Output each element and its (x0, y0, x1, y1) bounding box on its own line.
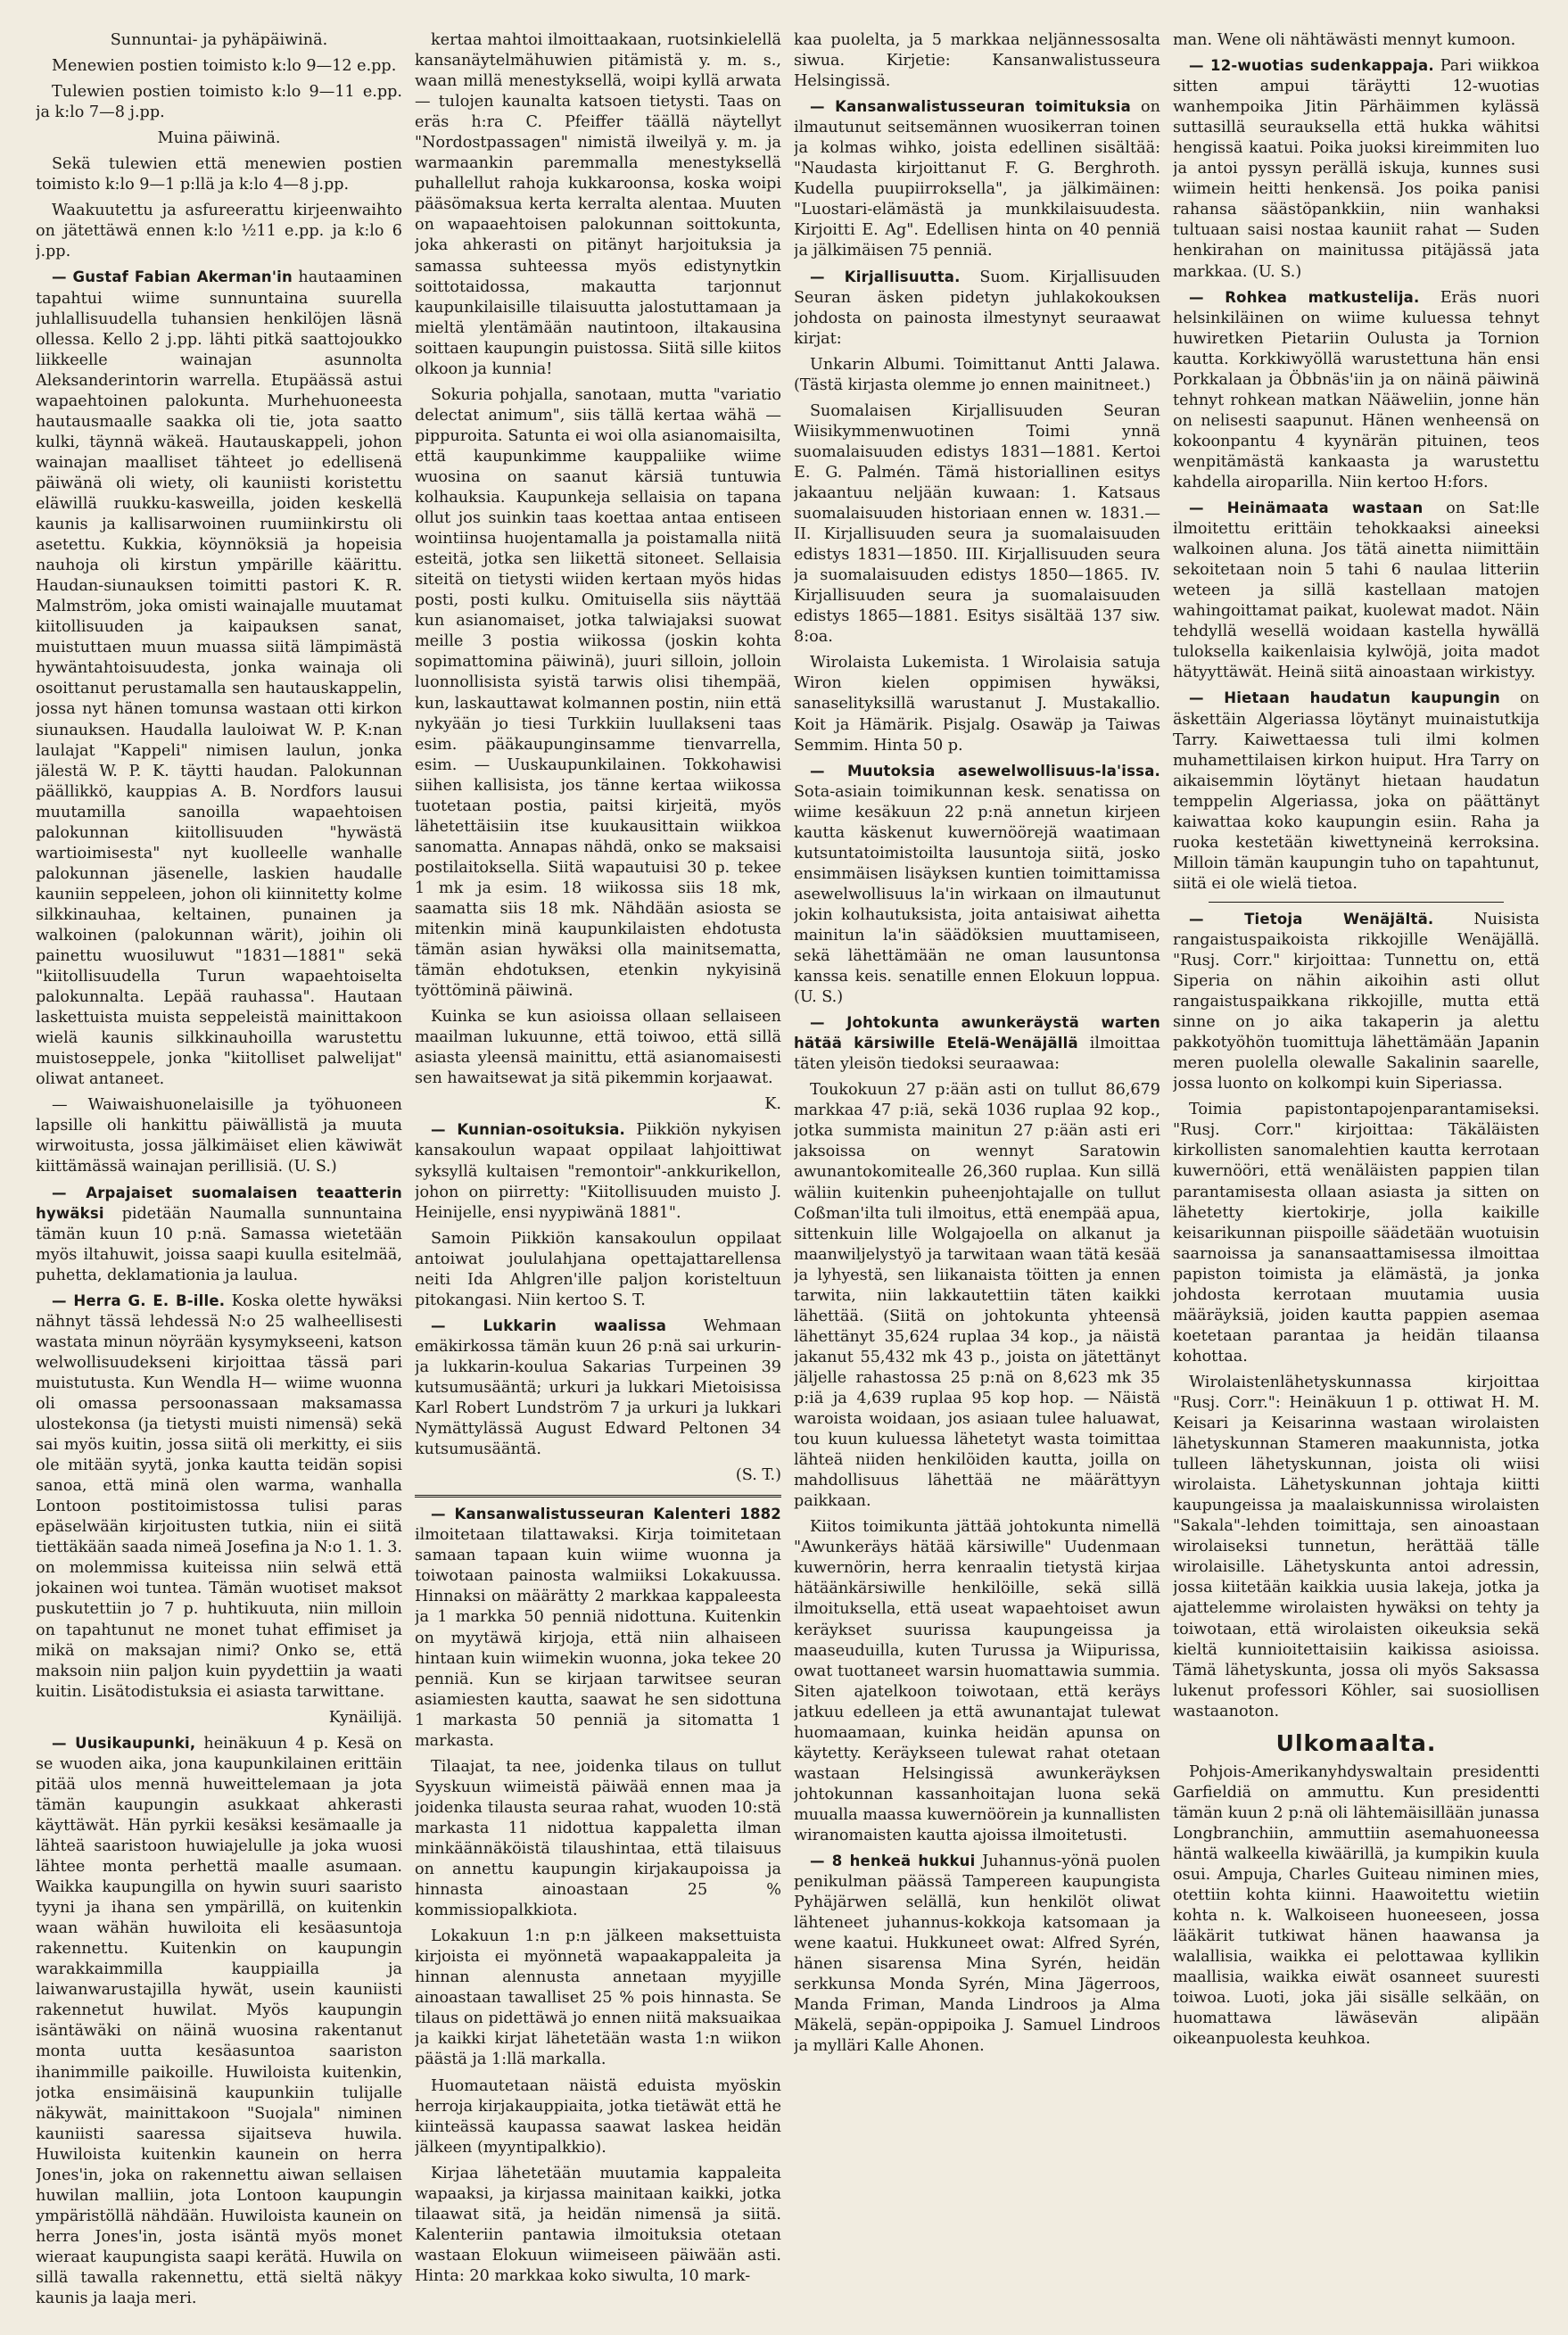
article-text: Wirolaista Lukemista. 1 Wirolaisia satuja Wiron kielen oppimisen hywäksi, sanaselityksillä warustanut J. Mustakallio. Koit ja Hämärik. Pisjalg. Osawäp ja Taiwas Semmim. Hinta 50 p. (794, 654, 1160, 755)
article-text: Unkarin Albumi. Toimittanut Antti Jalawa. (Tästä kirjasta olemme jo ennen mainitneet.) (794, 355, 1160, 394)
article-paragraph (415, 1316, 781, 1460)
article-paragraph (415, 2164, 781, 2287)
article-paragraph (36, 82, 402, 123)
article-paragraph (36, 128, 402, 149)
article-headline: — Lukkarin waalissa (431, 1316, 667, 1334)
article-paragraph (794, 1517, 1160, 1846)
article-text: on ilmautunut seitsemännen wuosikerran toinen ja kolmas wihko, joista edellinen sisältää: "Naudasta kirjoittanut F. G. Berghroth. Kudella puupiirroksella", ja jälkimäinen: "Luostari-elämästä ja munkkilaisuudesta. Kirjoitti E. Ag". Edellisen hinta on 40 penniä ja jälkimäisen 75 penniä. (794, 98, 1160, 260)
section-divider (1209, 902, 1504, 903)
article-text: Tulewien postien toimisto k:lo 9—11 e.pp. ja k:lo 7—8 j.pp. (36, 83, 402, 122)
article-paragraph (1173, 910, 1539, 1094)
article-paragraph (415, 1229, 781, 1311)
article-paragraph (794, 653, 1160, 755)
article-text: on Sat:lle ilmoitettu erittäin tehokkaaksi aineeksi walkoinen aluna. Jos tätä ainetta niimittäin sekoitetaan noin 5 tahi 6 naulaa litteriin weteen ja sillä kastellaan matojen wahingoittamat paikat, kuolewat madot. Näin tehdyllä wesellä woidaan kastella hywällä tuloksella kaikenlaisia kylwöjä, joita madot hätyyttäwät. Heinä siitä ainoastaan wirkistyy. (1173, 499, 1539, 682)
article-paragraph (1173, 689, 1539, 894)
article-headline: — 12-wuotias sudenkappaja. (1189, 57, 1434, 75)
article-text: hautaaminen tapahtui wiime sunnuntaina suurella juhlallisuudella tuhansien henkilöjen läsnä ollessa. Kello 2 j.pp. lähti pitkä saattojoukko liikkeelle wainajan asunnolta Aleksanderintorin warrella. Etupäässä astui wapaehtoinen palokunta. Murhehuoneesta hautausmaalle saakka oli tie, jota saatto kulki, täynnä wäkeä. Hautauskappeli, johon wainajan maalliset tähteet jo edellisenä päiwänä oli wiety, oli kauniisti koristettu eläwillä ruukku-kasweilla, joiden keskellä kaunis ja kallisarwoinen ruumiinkirstu oli asetettu. Kukkia, köynnöksiä ja hopeisia nauhoja oli kirstun ympärille käärittu. Haudan-siunauksen toimitti pastori K. R. Malmström, joka omisti wainajalle muutamat kiitollisuuden ja kaipauksen sanat, muistuttaen muun muassa siitä lämpimästä hywäntahtoisuudesta, jonka wainaja oli osoittanut perustamalla sen hautauskappelin, jossa nyt hänen tomunsa wastaan otti kirkon siunauksen. Haudalla lauloiwat W. P. K:nan laulajat "Kappeli" nimisen laulun, jonka jälestä W. P. K. täytti haudan. Palokunnan päällikkö, kauppias A. B. Nordfors lausui muutamilla sanoilla wapaehtoisen palokunnan kiitollisuuden "hywästä wartioimisesta" nyt kuolleelle wanhalle palokunnan jäsenelle, laskien haudalle kauniin seppeleen, johon oli kiinnitetty kolme silkkinauhaa, keltainen, punainen ja walkoinen (palokunnan wärit), joihin oli painettu wuosiluwut "1831—1881" sekä "kiitollisuudella Turun wapaehtoiselta palokunnalta. Lepää rauhassa". Hautaan laskettuista muista seppeleistä mainittakoon wielä kaunis silkkinauhoilla warustettu muistoseppele, jonka "kiitolliset palwelijat" oliwat antaneet. (36, 268, 402, 1089)
article-text: ilmoitetaan tilattawaksi. Kirja toimitetaan samaan tapaan kuin wiime wuonna ja toiwotaan painosta walmiiksi Lokakuussa. Hinnaksi on määrätty 2 markkaa kappaleesta ja 1 markka 50 penniä nidottuna. Kuitenkin on myytäwä kirjoja, että niin alhaiseen hintaan kuin wiimekin wuonna, joka tekee 20 penniä. Kun se kirjaan tarwitsee seuran asiamiesten kautta, saawat he sen sidottuna 1 markasta 50 penniä ja sitomatta 1 markasta. (415, 1526, 781, 1750)
article-headline: — Rohkea matkustelija. (1189, 288, 1420, 306)
article-headline: — Gustaf Fabian Akerman'in (52, 268, 293, 286)
article-text: Sunnuntai- ja pyhäpäiwinä. (110, 31, 328, 49)
article-paragraph (36, 154, 402, 195)
article-text: man. Wene oli nähtäwästi mennyt kumoon. (1173, 31, 1516, 49)
article-paragraph (794, 355, 1160, 396)
article-paragraph (36, 1291, 402, 1703)
article-headline: — Kansanwalistusseuran toimituksia (810, 98, 1131, 116)
article-text: Toimia papistontapojenparantamiseksi. "Rusj. Corr." kirjoittaa: Täkäläisten kirkollisten sanomalehtien kautta kerrotaan kuwernööri, että wenäläisten pappien tilan parantamisesta ollaan asiasta ja sitten on lähetetty kiertokirje, jolla kaikille keisarikunnan piispoille säädetään wuotuisin saarnoissa ja sanansaattamisessa ilmoittaa papiston toimista ja elämästä, ja jonka johdosta kerrotaan muutamia uusia määräyksiä, joiden kautta pappien asemaa koetetaan parantaa ja heidän tilaansa kohottaa. (1173, 1101, 1539, 1366)
article-paragraph (36, 1184, 402, 1286)
column-4 (1173, 30, 1539, 2308)
article-text: Koska olette hywäksi nähnyt tässä lehdessä N:o 25 walheellisesti wastata minun nöyrään kysymykseeni, katson welwollisuudekseni kirjoittaa tässä pari muistutusta. Kun Wendla H— wiime wuonna oli omassa persoonassaan maksamassa ulostekonsa (ja tietysti muisti nimensä) sekä sai myös kuitin, jossa siitä oli merkitty, ei siis ole mitään syytä, jonka kautta teidän sopisi sanoa, että minä olen warma, wanhalla Lontoon postitoimistossa tulisi paras epäselwään kirjoitusten tutkia, niin ei siitä tiettäkään saada nimeä Josefina ja N:o 1. 1. 3. on molemmissa kuiteissa niin selwä että jokainen woi tuntea. Tämän wuotiset maksot puskutettiin jo 7 p. huhtikuuta, niin milloin on tapahtunut ne monet tuhat effimiset ja mikä on maksajan nimi? Onko se, että maksoin niin paljon kuin pyydettiin ja waati kuitin. Lisätodistuksia ei asiasta tarwittane. (36, 1291, 402, 1701)
article-paragraph (794, 97, 1160, 261)
article-paragraph (36, 30, 402, 51)
article-text: Nuisista rangaistuspaikoista rikkojille Wenäjällä. "Rusj. Corr." kirjoittaa: Tunnettu on, että Siperia on nähin aikoihin asti ollut rangaistuspaikkana rikkojille, mutta että sinne on jo aika takaperin ja alettu pakkotyöhön tuomittuja lähettämään Japanin meren puolella olewalle Sakalinin saarelle, jossa luonto on kolkompi kuin Siperiassa. (1173, 910, 1539, 1093)
article-paragraph (1173, 1100, 1539, 1367)
column-1 (36, 30, 402, 2308)
article-text: Menewien postien toimisto k:lo 9—12 e.pp. (52, 57, 397, 76)
article-paragraph (794, 401, 1160, 648)
article-text: Tilaajat, ta nee, joidenka tilaus on tullut Syyskuun wiimeistä päiwää ennen maa ja joidenka tilausta seuraa rahat, wuoden 10:stä markasta 11 nidottua kappaletta ilman minkäännäköistä tilaushintaa, että tilaisuus on annettu kaupungin kirjakaupoissa ja hinnasta ainoastaan 25 % kommissiopalkkiota. (415, 1757, 781, 1920)
article-headline: — Heinämaata wastaan (1189, 499, 1424, 517)
article-text: Lokakuun 1:n p:n jälkeen maksettuista kirjoista ei myönnetä wapaakappaleita ja hinnan alennusta annetaan myyjille ainoastaan tawalliset 25 % pois hinnasta. Se tilaus on pidettäwä jo ennen niitä maksuaikaa ja kaikki kirjat lähetetään wasta 1:n wiikon päästä ja 1:llä markalla. (415, 1927, 781, 2069)
article-headline: — Kirjallisuutta. (810, 268, 961, 285)
article-text: Sekä tulewien että menewien postien toimisto k:lo 9—1 p:llä ja k:lo 4—8 j.pp. (36, 155, 402, 194)
article-headline: — Muutoksia asewelwollisuus-la'issa. (810, 762, 1160, 780)
article-paragraph (415, 1120, 781, 1223)
article-paragraph (36, 1734, 402, 2308)
article-text: kaa puolelta, ja 5 markkaa neljännessosalta siwua. Kirjetie: Kansanwalistusseura Helsingissä. (794, 31, 1160, 91)
article-text: Toukokuun 27 p:ään asti on tullut 86,679 markkaa 47 p:iä, sekä 1036 ruplaa 92 kop., jotka summista mainitun 27 p:ään asti eri jaksoissa on wennyt Saratowin awunantokomitealle 26,360 ruplaa. Kun sillä wäliin kuitenkin puheenjohtajalle on tullut Coßman'ilta tuli ilmoitus, että enempää apua, sittenkuin lille Wolgajoella on alkanut ja maanwiljelystyö ja tarwitaan waan tätä kesää ja lyhyestä, sen liikanaista töitten ja ennen tarwita, niin lakkautettiin täten kaikki lähettää. (Siitä on johtokunta yhteensä lähettänyt 35,624 ruplaa 34 kop., ja näistä jakanut 55,432 mk 43 p., joista on jätettänyt jäljelle rahastossa 25 p:nä on 8,623 mk 35 p:iä ja 4,639 ruplaa 95 kop hop. — Näistä waroista woidaan, jos asiaan tulee haluawat, tou kuun kuluessa lähetetyt wasta toimittaa lähteä niiden henkilöiden kautta, joilla on mahdollisuus lähettää ne määrättyyn paikkaan. (794, 1081, 1160, 1511)
article-headline: — Uusikaupunki, (52, 1734, 196, 1752)
article-text: — Waiwaishuonelaisille ja työhuoneen lapsille oli hankittu päiwällistä ja muuta wirwoitusta, jossa jälkimäiset elien käwiwät kiittämässä wainajan perillisiä. (U. S.) (36, 1096, 402, 1176)
article-text: Wirolaistenlähetyskunnassa kirjoittaa "Rusj. Corr.": Heinäkuun 1 p. ottiwat H. M. Keisari ja Keisarinna wastaan wirolaisten lähetyskunnan Stameren maakunnista, jotka tulleen lähetyskunnan, joista oli wiisi wirolaista. Lähetyskunnan johtaja kiitti kaupungeissa ja maalaiskunnissa wirolaisten "Sakala"-lehden toimittaja, sen ainoastaan wirolaiseksi tunnetun, herättää tälle wirolaisille. Lähetyskunta antoi adressin, jossa kiitetään kaikkia uusia lakeja, jotka ja ajattelemme wirolaisten hywäksi on tehty ja toiwotaan, että wirolaisten oikeuksia sekä kieltä kunnioitettaisiin kaikissa asioissa. Tämä lähetyskunta, jossa oli myös Saksassa lukenut professori Köhler, sai suosiollisen wastaanoton. (1173, 1373, 1539, 1720)
article-text: Kirjaa lähetetään muutamia kappaleita wapaaksi, ja kirjassa mainitaan kaikki, jotka tilaawat sitä, ja heidän nimensä ja siitä. Kalenteriin pantawia ilmoituksia otetaan wastaan Elokuun wiimeiseen päiwään asti. Hinta: 20 markkaa koko siwulta, 10 mark- (415, 2164, 781, 2285)
article-text: pidetään Naumalla sunnuntaina tämän kuun 10 p:nä. Samassa wietetään myös iltahuwit, joissa saapi kuulla esitelmää, puhetta, deklamationia ja laulua. (36, 1204, 402, 1284)
article-paragraph (36, 201, 402, 262)
article-text: Kynäilijä. (328, 1708, 402, 1727)
article-paragraph (415, 30, 781, 380)
article-text: Pari wiikkoa sitten ampui täräytti 12-wuotias wanhempoika Jitin Pärhäimmen kylässä suttasillä seurauksella että hukka wähitsi hengissä kaatui. Poika juoksi kireimmiten luo ja antoi pyssyn perällä iskuja, kunnes susi wiimein heitti henkensä. Jos poika panisi rahansa säästöpankkiin, niin wanhaksi tultuaan saisi nostaa kauniit rahat — Suden henkirahan on mainitussa pitäjässä jata markkaa. (U. S.) (1173, 57, 1539, 281)
article-headline: — Tietoja Wenäjältä. (1189, 910, 1434, 928)
article-paragraph (36, 1095, 402, 1177)
article-text: Waakuutettu ja asfureerattu kirjeenwaihto on jätettäwä ennen k:lo ½11 e.pp. ja k:lo 6 j.pp. (36, 202, 402, 261)
article-text: Wehmaan emäkirkossa tämän kuun 26 p:nä sai urkurin- ja lukkarin-koulua Sakarias Turpeinen 39 kutsumusääntä; urkuri ja lukkari Mietoisissa Karl Robert Lundström 7 ja urkuri ja lukkari Nymättylässä August Edward Peltonen 34 kutsumusääntä. (415, 1316, 781, 1459)
article-paragraph (415, 1927, 781, 2070)
article-paragraph (415, 1007, 781, 1089)
article-paragraph (794, 30, 1160, 92)
article-text: Huomautetaan näistä eduista myöskin herroja kirjakauppiaita, jotka tietäwät että he kiinteässä kaupassa saawat laskea heidän jälkeen (myyntipalkkio). (415, 2076, 781, 2157)
article-headline: — Johtokunta awunkeräystä warten hätää kärsiwille Etelä-Wenäjällä (794, 1014, 1160, 1052)
article-text: Piikkiön nykyisen kansakoulun wapaat oppilaat lahjoittiwat syksyllä kultaisen "remontoir"-ankkurikellon, johon on piirretty: "Kiitollisuuden muisto J. Heinijelle, ensi nyypiwänä 1881". (415, 1121, 781, 1222)
article-text: Muina päiwinä. (157, 129, 281, 148)
article-text: (S. T.) (735, 1466, 781, 1485)
article-headline: — Herra G. E. B-ille. (52, 1291, 226, 1309)
article-paragraph (415, 2076, 781, 2158)
article-paragraph (1173, 56, 1539, 283)
article-text: Suomalaisen Kirjallisuuden Seuran Wiisikymmenwuotinen Toimi ynnä suomalaisuuden edistys 1831—1881. Kertoi E. G. Palmén. Tämä historiallinen esitys jakaantuu neljään kuwaan: 1. Katsaus suomalaisuuden historiaan ennen w. 1831.— II. Kirjallisuuden seura ja suomalaisuuden edistys 1831—1850. III. Kirjallisuuden seura ja suomalaisuuden edistys 1850—1865. IV. Kirjallisuuden seura ja suomalaisuuden edistys 1865—1881. Esitys sisältää 137 siw. 8:oa. (794, 401, 1160, 647)
article-paragraph (1173, 30, 1539, 51)
article-paragraph (1173, 499, 1539, 683)
section-divider (415, 1495, 781, 1498)
article-text: Kuinka se kun asioissa ollaan sellaiseen maailman lukuunne, että toiwoo, että sillä asiasta yleensä mainittu, että asianomaisesti sen hawaitsewat ja sitä pikemmin korjaawat. (415, 1008, 781, 1088)
article-text: ilmoittaa täten yleisön tiedoksi seuraawaa: (794, 1035, 1160, 1074)
column-2 (415, 30, 781, 2308)
article-paragraph (36, 1708, 402, 1729)
article-text: on äskettäin Algeriassa löytänyt muinaistutkija Tarry. Kaiwettaessa tuli ilmi kolmen muhamettilaisen kirkon huiput. Hra Tarry on aikaisemmin löytänyt hietaan haudatun temppelin Algeriassa, joka on päättänyt kaiwattaa koko kaupungin esiin. Raha ja ruoka kestetään kiwettyneinä kerroksina. Milloin tämän kaupungin tuho on tapahtunut, siitä ei ole wielä tietoa. (1173, 689, 1539, 893)
article-text: heinäkuun 4 p. Kesä on se wuoden aika, jona kaupunkilainen erittäin pitää ulos mennä huweittelemaan ja jota tämän kaupungin asukkaat ahkerasti käyttäwät. Hän pyrkii kesäksi kesämaalle ja lähteä saaristoon huwiajelulle ja joka wuosi lähtee monta perhettä maalle asumaan. Waikka kaupungilla on hywin suuri saaristo tyyni ja ihana sen ympärillä, on kuitenkin waan wähän huwiloita eli kesäasuntoja rakennettu. Kuitenkin on kaupungin warakkaimmilla kauppiailla ja laiwanwarustajilla hywät, usein kauniisti rakennetut huwilat. Myös kaupungin isäntäwäki on näinä wuosina rakentanut monta uutta kesäasuntoa saariston ihanimmille paikoille. Huwiloista kuitenkin, jotka ensimäisinä kaupunkiin tulijalle näkywät, mainittakoon "Suojala" niminen kauniisti saaressa sijaitseva huwila. Huwiloista kuitenkin kaunein on herra Jones'in, joka on rakennettu aiwan sellaisen huwilan malliin, jota Lontoon kaupungin ympäristöllä nähdään. Huwiloista kaunein on herra Jones'in, josta isäntä myös monet wieraat kaupungista saapi kerätä. Huwila on sillä tawalla rakennettu, että sieltä näkyy kaunis ja laaja meri. (36, 1734, 402, 2308)
article-text: Pohjois-Amerikanyhdyswaltain presidentti Garfieldiä on ammuttu. Kun presidentti tämän kuun 2 p:nä oli lähtemäisillään junassa Longbranchiin, ammuttiin asemahuoneessa häntä walkeella kiwäärillä, ja kumpikin kuula osui. Ampuja, Charles Guiteau niminen mies, otettiin kohta kiinni. Haawoitettu wietiin kohta n. k. Walkoiseen huoneeseen, jossa lääkärit tutkiwat hänen haawansa ja walallisia, waikka ei pelottawaa kyllikin maallisia, waikka eiwät osanneet suuresti toiwoa. Luoti, joka jäi sisälle selkään, on huomattawa läwäsevän alipään oikeanpuolesta keuhkoa. (1173, 1762, 1539, 2049)
article-paragraph (794, 1852, 1160, 2057)
article-headline: — Arpajaiset suomalaisen teaatterin hywäksi (36, 1184, 402, 1222)
article-text: Samoin Piikkiön kansakoulun oppilaat antoiwat joululahjana opettajattarellensa neiti Ida Ahlgren'ille paljon koristeltuun pitokangasi. Niin kertoo S. T. (415, 1229, 781, 1309)
article-text: kertaa mahtoi ilmoittaakaan, ruotsinkielellä kansanäytelmähuwien pitämistä y. m. s., waan millä menestyksellä, woipi kyllä arwata — tulojen kaunalta katsoen tietysti. Taas on eräs h:ra C. Pfeiffer täällä näytellyt "Nordostpassagen" nimistä ilweilyä y. m. ja warmaankin paremmalla menestyksellä puhallellut rahoja kukkaroonsa, koska woipi pääsömaksua kerta kerralta alentaa. Muuten on wapaaehtoisen palokunnan soittokunta, joka ahkerasti on pitänyt harjoituksia ja samassa suhteessa myös edistynytkin soittotaidossa, makautta tarjonnut kaupunkilaisille tilaisuutta jalostuttamaan ja mieltä ylentämään nautintoon, iltakausina soittaen kaupungin puistossa. Siitä sille kiitos olkoon ja kunnia! (415, 31, 781, 378)
article-paragraph (1173, 1373, 1539, 1722)
section-heading: Ulkomaalta. (1275, 1729, 1437, 1756)
article-text: Juhannus-yönä puolen penikulman päässä Tampereen kaupungista Pyhäjärwen selällä, kun henkilöt oliwat lähteneet juhannus-kokkoja katsomaan ja wene kaatui. Hukkuneet owat: Alfred Syrén, hänen sisarensa Mina Syrén, heidän serkkunsa Monda Syrén, Mina Jägerroos, Manda Friman, Manda Lindroos ja Alma Mäkelä, sepän-oppipoika J. Samuel Lindroos ja mylläri Kalle Ahonen. (794, 1852, 1160, 2056)
article-headline: — 8 henkeä hukkui (810, 1852, 976, 1870)
article-paragraph (794, 1013, 1160, 1075)
article-text: K. (764, 1095, 781, 1114)
article-paragraph (415, 1465, 781, 1486)
article-paragraph (794, 762, 1160, 1009)
article-text: Suom. Kirjallisuuden Seuran äsken pidetyn juhlakokouksen johdosta on painosta ilmestynyt seuraawat kirjat: (794, 268, 1160, 348)
article-headline: — Hietaan haudatun kaupungin (1189, 689, 1500, 707)
article-paragraph (1173, 1762, 1539, 2050)
column-3 (794, 30, 1160, 2308)
article-paragraph (415, 1757, 781, 1921)
article-paragraph (794, 268, 1160, 350)
article-paragraph (1173, 288, 1539, 493)
article-text: Kiitos toimikunta jättää johtokunta nimellä "Awunkeräys hätää kärsiwille" Uudenmaan kuwernörin, herra kenraalin tietystä kirjaa hätäänkärsiwille henkilöille, sekä sillä ilmoituksella, että useat wapaehtoiset awun keräykset suurissa kaupungeissa ja maaseuduilla, kuten Turussa ja Wiipurissa, owat tuottaneet warsin huomattawia summia. Siten ajatelkoon toiwotaan, että keräys jatkuu edelleen ja että awunantajat tulewat huomaamaan, kuinka heidän apunsa on käytetty. Keräykseen tulewat rahat otetaan wastaan Helsingissä awunkeräyksen johtokunnan kassanhoitajan luona sekä muualla maassa kuwernöörein ja kunnallisten wiranomaisten kautta ajoissa ilmoitetusti. (794, 1518, 1160, 1844)
article-headline: — Kunnian-osoituksia. (431, 1121, 625, 1139)
article-text: Sokuria pohjalla, sanotaan, mutta "variatio delectat animum", siis tällä kertaa wähä — pippuroita. Satunta ei woi olla asianomaisilta, että kaupunkimme kauppaliike wiime wuosina on saanut kärsiä tuntuwia kolhauksia. Kaupunkeja sellaisia on tapana ollut jos suinkin taas koettaa antaa entiseen wointiinsa huojentamalla ja poistamalla niitä esteitä, jotka sen liikettä sitoneet. Sellaisia siteitä on tietysti wiiden kertaan myös hidas posti, posti kulku. Omituisella siis näyttää kun asianomaiset, jotka talwiajaksi suowat meille 3 postia wiikossa (joskin kohta sopimattomina päiwinä), juuri silloin, jolloin luonnollisista syistä tarwis olisi tihempää, kun, laskauttawat kolmannen postin, niin että nykyään jo tiesi Turkkiin luullakseni taas esim. pääkaupunginsamme tienvarrella, esim. — Uuskaupunkilainen. Tokkohawisi siihen kallisista, jos tänne kertaa wiikossa tuotetaan postia, paitsi kirjeitä, myös lähetettäisiin itse kuukausittain wiikkoa sanomatta. Annapas nähdä, onko se maksaisi postilaitoksella. Siitä wapautuisi 30 p. tekee 1 mk ja esim. 18 wiikossa siis 18 mk, saamatta siis 18 mk. Nähdään asiosta se mitenkin minä kaupunkilaisten ehdotusta tämän asian hywäksi olla mainitsematta, tämän ehdotuksen, etenkin nykyisinä työttöminä päiwinä. (415, 385, 781, 1001)
article-text: Sota-asiain toimikunnan kesk. senatissa on wiime kesäkuun 22 p:nä annetun kirjeen kautta käskenut kuwernöörejä waatimaan kutsuntatoimistoilta lausuntoja siitä, josko ensimmäisen lisäyksen kuntien toimittamissa asewelwollisuus la'in wirkaan on ilmautunut jokin kolhautuksista, joita antaisiwat aihetta mainitun la'in säädöksien muuttamiseen, sekä lähettämään ne oman lausuntonsa kanssa keis. senatille ennen Elokuun loppua. (U. S.) (794, 782, 1160, 1007)
article-text: Eräs nuori helsinkiläinen on wiime kuluessa tehnyt huwiretken Pietariin Oulusta ja Tornion kautta. Korkkiwyöllä warustettuna hän ensi Porkkalaan ja Öbbnäs'iin ja on näinä päiwinä tehnyt rohkean matkan Nääweliin, jonne hän on nelisesti saapunut. Hänen wenheensä on kokoonpantu 4 kyynärän pituinen, teos wenpitämästä kankaasta ja warustettu kahdella airoparilla. Niin kertoo H:fors. (1173, 288, 1539, 491)
article-paragraph (415, 1505, 781, 1752)
article-paragraph (36, 56, 402, 77)
article-paragraph (415, 385, 781, 1002)
article-headline: — Kansanwalistusseuran Kalenteri 1882 (431, 1506, 781, 1523)
article-paragraph (415, 1094, 781, 1115)
article-paragraph (36, 268, 402, 1090)
article-paragraph (794, 1080, 1160, 1512)
